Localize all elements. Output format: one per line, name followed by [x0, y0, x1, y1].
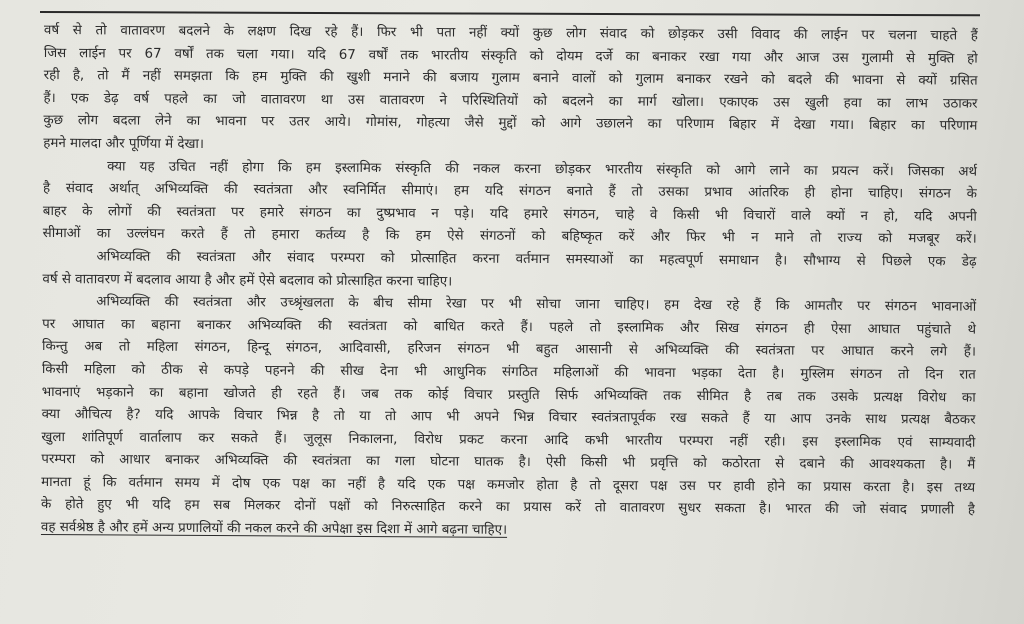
- text-line: पर आघात का बहाना बनाकर अभिव्यक्ति की स्वतंत्रता को बाधित करते हैं। पहले तो इस्लामिक और सिख संगठन ही ऐसा आघात पहुंचाते थे: [42, 316, 977, 338]
- text-line: वर्ष से तो वातावरण बदलने के लक्षण दिख रहे हैं। फिर भी पता नहीं क्यों कुछ लोग संवाद को छोड़कर उसी विवाद की लाईन पर चलना चाहते हैं: [43, 22, 978, 44]
- text-line: खुला शांतिपूर्ण वार्तालाप कर सकते हैं। जुलूस निकालना, विरोध प्रकट करना आदि कभी भारतीय परम्परा नहीं रही। इस इस्लामिक एवं साम्यवादी: [41, 429, 976, 451]
- text-line: हमने मालदा और पूर्णिया में देखा।: [43, 135, 205, 152]
- text-line: हैं। एक डेढ़ वर्ष पहले का जो वातावरण था उस वातावरण ने परिस्थितियों को बदलने का मार्ग खोला। एकाएक उस खुली हवा का लाभ उठाकर: [43, 90, 978, 112]
- text-line: जिस लाईन पर 67 वर्षों तक चला गया। यदि 67 वर्षों तक भारतीय संस्कृति को दोयम दर्जे का बनाकर रखा गया और आज उस गुलामी से मुक्ति हो: [43, 45, 978, 67]
- text-line: किसी महिला को ठीक से कपड़े पहनने की सीख देना भी आधुनिक संगठित महिलाओं की भावना भड़का देता है। मुस्लिम संगठन तो दिन रात: [41, 361, 976, 383]
- text-line: सीमाओं का उल्लंघन करते हैं तो हमारा कर्तव्य है कि हम ऐसे संगठनों को बहिष्कृत करें और फिर भी न माने तो राज्य को मजबूर करें।: [42, 226, 977, 248]
- text-line: रही है, तो मैं नहीं समझता कि हम मुक्ति की खुशी मनाने की बजाय गुलाम बनाने वालों को गुलाम बनाकर रखने को बदले की भावना से क्यों ग्रसित: [43, 68, 978, 89]
- text-line: कुछ लोग बदला लेने का भावना पर उतर आये। गोमांस, गोहत्या जैसे मुद्दों को आगे उछालने का परिणाम बिहार में देखा गया। बिहार का परिणाम: [43, 113, 978, 135]
- text-line: भावनाएं भड़काने का बहाना खोजते ही रहते हैं। जब तक कोई विचार प्रस्तुति सिर्फ अभिव्यक्ति तक सीमित है तब तक उसके प्रत्यक्ष विरोध का: [41, 384, 976, 406]
- text-line: मानता हूं कि वर्तमान समय में दोष एक पक्ष का नहीं है यदि एक पक्ष कमजोर होता है तो दूसरा पक्ष उस पर हावी होने का प्रयास करता है। इस तथ्य: [41, 474, 976, 496]
- text-line: क्या औचित्य है? यदि आपके विचार भिन्न है तो या तो आप भी अपने भिन्न विचार स्वतंत्रतापूर्वक रख सकते हैं या आप उनके साथ प्रत्यक्ष बैठकर: [41, 407, 976, 428]
- text-line: के होते हुए भी यदि हम सब मिलकर दोनों पक्षों को निरुत्साहित करने का प्रयास करें तो वातावरण सुधर सकता है। भारत की जो संवाद प्रणाली है: [40, 497, 976, 519]
- text-line: अभिव्यक्ति की स्वतंत्रता और उच्श्रृंखलता के बीच सीमा रेखा पर भी सोचा जाना चाहिए। हम देख रहे हैं कि आमतौर पर संगठन भावनाओं: [96, 294, 977, 315]
- top-rule: [40, 11, 980, 16]
- text-line: बाहर के लोगों की स्वतंत्रता पर हमारे संगठन का दुष्प्रभाव न पड़े। यदि हमारे संगठन, चाहे वे किसी भी विचारों वाले क्यों न हो, यदि अपनी: [42, 203, 977, 225]
- text-line: वर्ष से वातावरण में बदलाव आया है और हमें ऐसे बदलाव को प्रोत्साहित करना चाहिए।: [42, 271, 453, 290]
- text-line: क्या यह उचित नहीं होगा कि हम इस्लामिक संस्कृति की नकल करना छोड़कर भारतीय संस्कृति को आगे लाने का प्रयत्न करें। जिसका अर्थ: [107, 158, 978, 180]
- text-line: परम्परा को आधार बनाकर अभिव्यक्ति की स्वतंत्रता का गला घोटना घातक है। ऐसी किसी भी प्रवृत्ति को कठोरता से दबाने की आवश्यकता है। मैं: [41, 452, 976, 473]
- text-line: किन्तु अब तो महिला संगठन, हिन्दू संगठन, आदिवासी, हरिजन संगठन भी बहुत आसानी से अभिव्यक्ति की स्वतंत्रता पर आघात करने लगे हैं।: [41, 339, 977, 361]
- page-text: [41, 20, 978, 545]
- text-line: अभिव्यक्ति की स्वतंत्रता और संवाद परम्परा को प्रोत्साहित करना वर्तमान समस्याओं का महत्वपूर्ण समाधान है। सौभाग्य से पिछले एक डेढ़: [96, 249, 977, 270]
- text-line: है संवाद अर्थात् अभिव्यक्ति की स्वतंत्रता और स्वनिर्मित सीमाएं। हम यदि संगठन बनाते हैं तो उसका प्रभाव आंतरिक ही होना चाहिए। संगठन के: [42, 181, 977, 202]
- text-line: वह सर्वश्रेष्ठ है और हमें अन्य प्रणालियों की नकल करने की अपेक्षा इस दिशा में आगे बढ़ना चाहिए।: [40, 520, 508, 538]
